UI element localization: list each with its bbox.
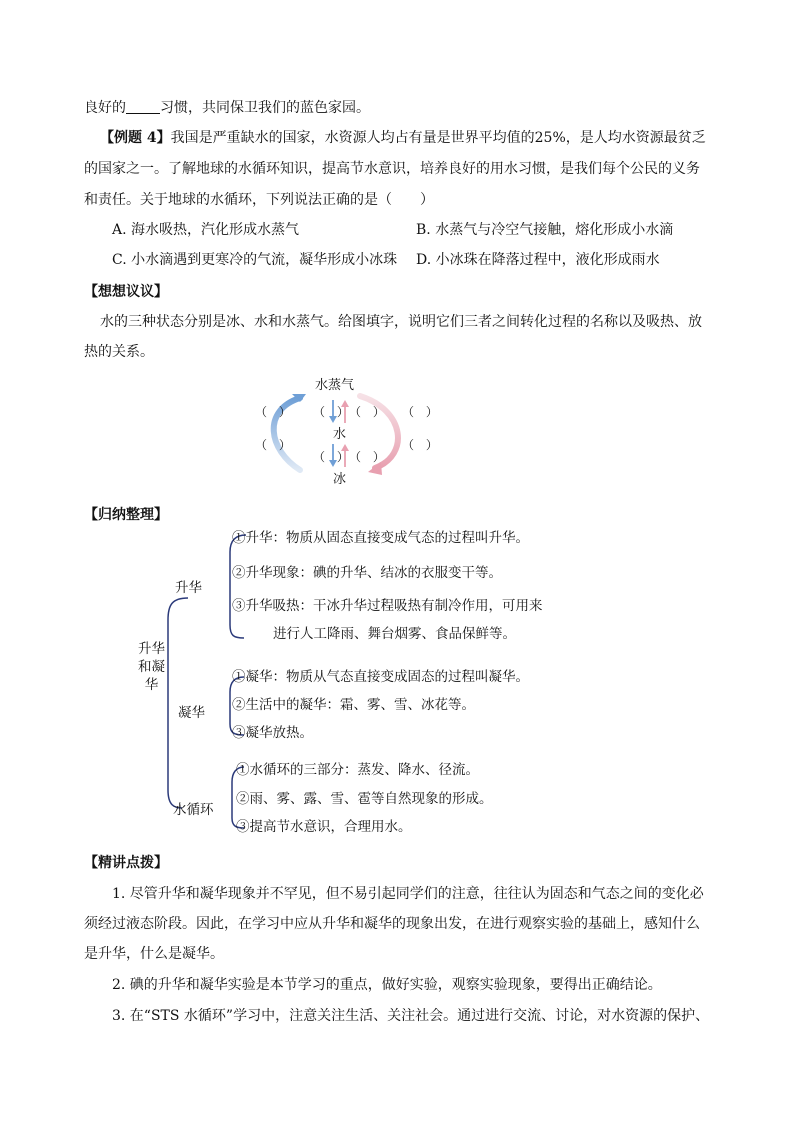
water-cycle-item-2: ②雨、雾、露、雪、雹等自然现象的形成。 xyxy=(236,791,493,807)
sublimation-item-1: ①升华：物质从固态直接变成气态的过程叫升华。 xyxy=(232,530,529,546)
example4-text-1: 我国是严重缺水的国家，水资源人均占有量是世界平均值的25%，是人均水资源最贫乏 xyxy=(170,130,706,146)
blank-mid-bottom-left: （ ） xyxy=(313,450,353,464)
blank-mid-top-right: （ ） xyxy=(349,405,389,419)
branch-water-cycle: 水循环 xyxy=(173,802,214,818)
diagram-label-water: 水 xyxy=(333,427,347,442)
blank-left-top: （ ） xyxy=(255,405,295,419)
blank-mid-bottom-right: （ ） xyxy=(349,450,389,464)
sublimation-item-2: ②升华现象：碘的升华、结冰的衣服变干等。 xyxy=(232,565,502,581)
example4-line-2: 的国家之一。了解地球的水循环知识，提高节水意识，培养良好的用水习惯，是我们每个公民的义务 xyxy=(84,161,700,177)
water-cycle-item-3: ③提高节水意识，合理用水。 xyxy=(236,819,412,835)
deposition-item-3: ③凝华放热。 xyxy=(232,725,313,741)
sublimation-brace xyxy=(230,535,246,638)
lecture-line-5: 3. 在“STS 水循环”学习中，注意关注生活、关注社会。通过进行交流、讨论，对水资源的保护、 xyxy=(112,1008,710,1024)
blank-left-bottom: （ ） xyxy=(255,438,295,452)
intro-text-before: 良好的 xyxy=(84,100,126,116)
blank-right-top: （ ） xyxy=(402,405,442,419)
think-line-2: 热的关系。 xyxy=(84,344,154,360)
lecture-line-3: 是升华，什么是凝华。 xyxy=(84,946,224,962)
lecture-line-4: 2. 碘的升华和凝华实验是本节学习的重点，做好实验，观察实验现象，要得出正确结论。 xyxy=(112,977,662,993)
deposition-item-2: ②生活中的凝华：霜、雾、雪、冰花等。 xyxy=(232,697,475,713)
blank-mid-top-left: （ ） xyxy=(313,405,353,419)
root-line-2: 和凝 xyxy=(138,659,165,675)
lecture-line-1: 1. 尽管升华和凝华现象并不罕见，但不易引起同学们的注意，往往认为固态和气态之间的变化必 xyxy=(112,886,704,902)
sublimation-item-3-cont: 进行人工降雨、舞台烟雾、食品保鲜等。 xyxy=(273,626,516,642)
lecture-heading: 【精讲点拨】 xyxy=(84,855,168,871)
example4-line-3: 和责任。关于地球的水循环，下列说法正确的是（ ） xyxy=(84,192,434,208)
branch-sublimation: 升华 xyxy=(175,580,202,596)
summary-root xyxy=(138,640,165,694)
sublimation-item-3: ③升华吸热：干冰升华过程吸热有制冷作用，可用来 xyxy=(232,598,543,614)
option-c: C. 小水滴遇到更寒冷的气流，凝华形成小冰珠 xyxy=(112,252,398,268)
diagram-label-ice: 冰 xyxy=(333,472,347,487)
root-line-1: 升华 xyxy=(138,641,165,657)
summary-heading: 【归纳整理】 xyxy=(84,507,168,523)
think-line-1: 水的三种状态分别是冰、水和水蒸气。给图填字，说明它们三者之间转化过程的名称以及吸热、放 xyxy=(100,314,702,330)
lecture-line-2: 须经过液态阶段。因此，在学习中应从升华和凝华的现象出发，在进行观察实验的基础上，感知什么 xyxy=(84,916,700,932)
deposition-item-1: ①凝华：物质从气态直接变成固态的过程叫凝华。 xyxy=(232,669,529,685)
option-d: D. 小冰珠在降落过程中，液化形成雨水 xyxy=(416,252,660,268)
option-a: A. 海水吸热，汽化形成水蒸气 xyxy=(112,222,300,238)
option-b: B. 水蒸气与冷空气接触，熔化形成小水滴 xyxy=(416,222,674,238)
example4-label: 【例题 4】 xyxy=(100,130,171,146)
blank-right-bottom: （ ） xyxy=(402,438,442,452)
root-line-3: 华 xyxy=(144,677,159,693)
think-heading: 【想想议议】 xyxy=(84,284,168,300)
diagram-label-vapor: 水蒸气 xyxy=(315,378,355,393)
intro-text-after: 习惯，共同保卫我们的蓝色家园。 xyxy=(160,100,370,116)
water-cycle-item-1: ①水循环的三部分：蒸发、降水、径流。 xyxy=(236,762,479,778)
branch-deposition: 凝华 xyxy=(178,705,205,721)
